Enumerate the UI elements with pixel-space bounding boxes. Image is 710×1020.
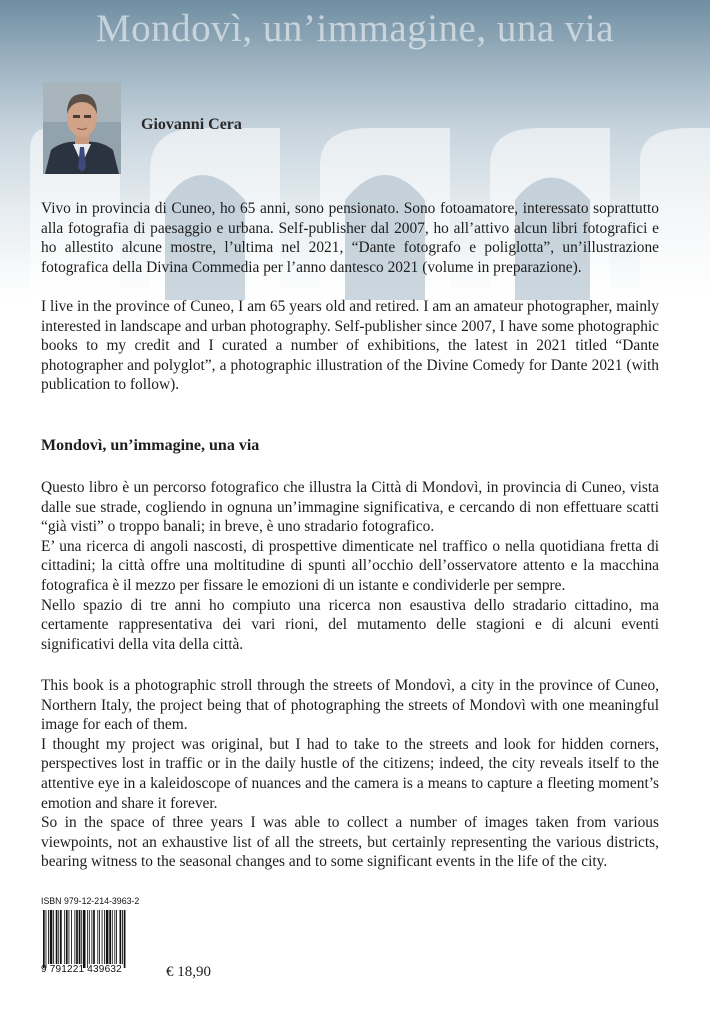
paragraph: Questo libro è un percorso fotografico che illustra la Città di Mondovì, in provincia di Cuneo, vista dalle sue strade, cogliendo in ognuna un’immagine significativa, e cercando di non effettuare scatti “già visti” o troppo banali; in breve, è uno stradario fotografico.	[41, 479, 659, 536]
bio-italian	[41, 199, 659, 277]
barcode-bar	[48, 910, 49, 964]
bio-english-text: I live in the province of Cuneo, I am 65 years old and retired. I am an amateur photographer, mainly interested in landscape and urban photography. Self-publisher since 2007, I have some photographic books to my credit and I curated a number of exhibitions, the latest in 2021 titled “Dante photographer and polyglot”, a photographic illustration of the Divine Comedy for Dante 2021 (with publication to follow).	[41, 298, 659, 394]
barcode-bar	[124, 910, 126, 968]
author-portrait	[43, 82, 121, 174]
barcode-bar	[122, 910, 123, 964]
paragraph: E’ una ricerca di angoli nascosti, di prospettive dimenticate nel traffico o nella quotidiana fretta di cittadini; la città offre una moltitudine di spunti all’occhio dell’osservatore attento e la macchina fotografica è il mezzo per fissare le emozioni di un istante e condividerle per sempre.	[41, 537, 659, 594]
paragraph: Nello spazio di tre anni ho compiuto una ricerca non esaustiva dello stradario cittadino, ma certamente rappresentativa dei vari rioni, del mutamento delle stagioni e di alcuni eventi significativi della vita della città.	[41, 596, 659, 653]
barcode-bar	[83, 910, 86, 968]
barcode-bar	[89, 910, 90, 964]
barcode-bar	[60, 910, 62, 964]
price: € 18,90	[166, 964, 211, 980]
isbn-label: ISBN 979-12-214-3963-2	[41, 896, 140, 906]
barcode-bar	[109, 910, 111, 964]
barcode-bar	[99, 910, 100, 964]
barcode-bar	[79, 910, 81, 964]
barcode-bar	[112, 910, 113, 964]
barcode-bar	[50, 910, 53, 964]
barcode-bar	[97, 910, 98, 964]
barcode-bar	[91, 910, 92, 964]
paragraph: This book is a photographic stroll through the streets of Mondovì, a city in the province of Cuneo, Northern Italy, the project being that of photographing the streets of Mondovì with one meaningful image for each of them.	[41, 677, 659, 734]
barcode-bar	[43, 910, 45, 968]
barcode-bar	[93, 910, 95, 964]
barcode-bar	[81, 910, 82, 964]
barcode-block	[41, 896, 161, 975]
barcode-bar	[58, 910, 59, 964]
barcode-icon	[41, 910, 159, 970]
barcode-bar	[76, 910, 78, 964]
cover-title: Mondovì, un’immagine, una via	[95, 7, 615, 50]
bio-italian-text: Vivo in provincia di Cuneo, ho 65 anni, sono pensionato. Sono fotoamatore, interessato soprattutto alla fotografia di paesaggio e urbana. Self-publisher dal 2007, ho all’attivo alcun libri fotografici e ho allestito alcune mostre, l’ultima nel 2021, “Dante fotografo e poliglotta”, un’illustrazione fotografica della Divina Commedia per l’anno dantesco 2021 (volume in preparazione).	[41, 200, 659, 276]
bio-english	[41, 297, 659, 395]
paragraph: So in the space of three years I was able to collect a number of images taken from various viewpoints, not an exhaustive list of all the streets, but certainly representing the various districts, bearing witness to the seasonal changes and to some significant events in the life of the city.	[41, 814, 659, 871]
barcode-bar	[56, 910, 58, 964]
book-description-italian	[41, 478, 659, 654]
barcode-bar	[102, 910, 103, 964]
barcode-bar	[69, 910, 70, 964]
barcode-bar	[46, 910, 47, 968]
barcode-bar	[104, 910, 105, 964]
barcode-bar	[66, 910, 68, 964]
barcode-bar	[120, 910, 122, 964]
barcode-bar	[106, 910, 109, 964]
barcode-bar	[64, 910, 65, 964]
paragraph: I thought my project was original, but I had to take to the streets and look for hidden corners, perspectives lost in traffic or in the daily hustle of the citizens; indeed, the city reveals itself to the attentive eye in a kaleidoscope of nuances and the camera is a means to capture a fleeting moment’s emotion and share it forever.	[41, 735, 659, 812]
barcode-bar	[71, 910, 72, 964]
barcode-bar	[114, 910, 115, 964]
barcode-digits: 9 791221 439632	[41, 964, 122, 975]
book-section-title: Mondovì, un’immagine, una via	[41, 437, 260, 454]
author-name: Giovanni Cera	[141, 116, 242, 133]
barcode-bar	[116, 910, 117, 964]
barcode-bar	[74, 910, 75, 964]
barcode-bar	[87, 910, 88, 968]
book-description-english	[41, 676, 659, 872]
barcode-bar	[53, 910, 54, 964]
